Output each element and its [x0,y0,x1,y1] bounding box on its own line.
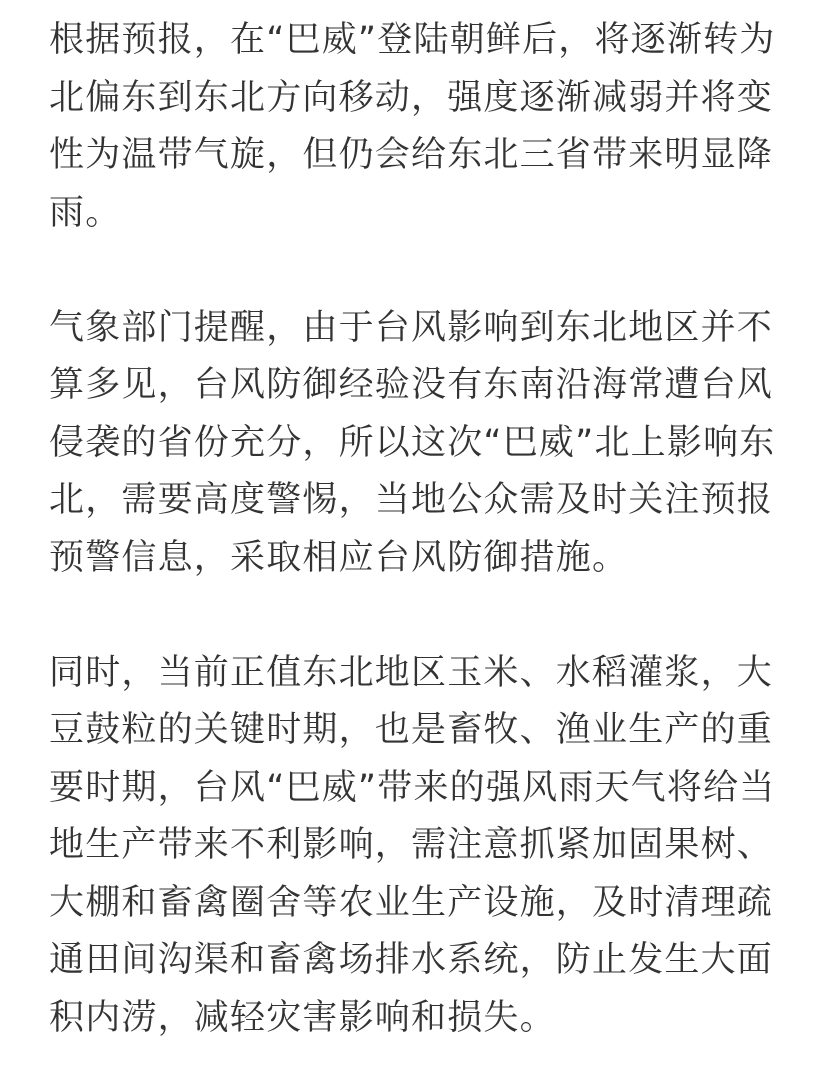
paragraph-forecast: 根据预报，在“巴威”登陆朝鲜后，将逐渐转为北偏东到东北方向移动，强度逐渐减弱并将变性为温带气旋，但仍会给东北三省带来明显降雨。 [49,20,776,233]
article-body [49,12,779,1047]
paragraph-agriculture: 同时，当前正值东北地区玉米、水稻灌浆，大豆鼓粒的关键时期，也是畜牧、渔业生产的重要时期，台风“巴威”带来的强风雨天气将给当地生产带来不利影响，需注意抓紧加固果树、大棚和畜禽圈舍等农业生产设施，及时清理疏通田间沟渠和畜禽场排水系统，防止发生大面积内涝，减轻灾害影响和损失。 [49,652,776,1038]
paragraph-warning: 气象部门提醒，由于台风影响到东北地区并不算多见，台风防御经验没有东南沿海常遭台风侵袭的省份充分，所以这次“巴威”北上影响东北，需要高度警惕，当地公众需及时关注预报预警信息，采取相应台风防御措施。 [49,307,776,578]
